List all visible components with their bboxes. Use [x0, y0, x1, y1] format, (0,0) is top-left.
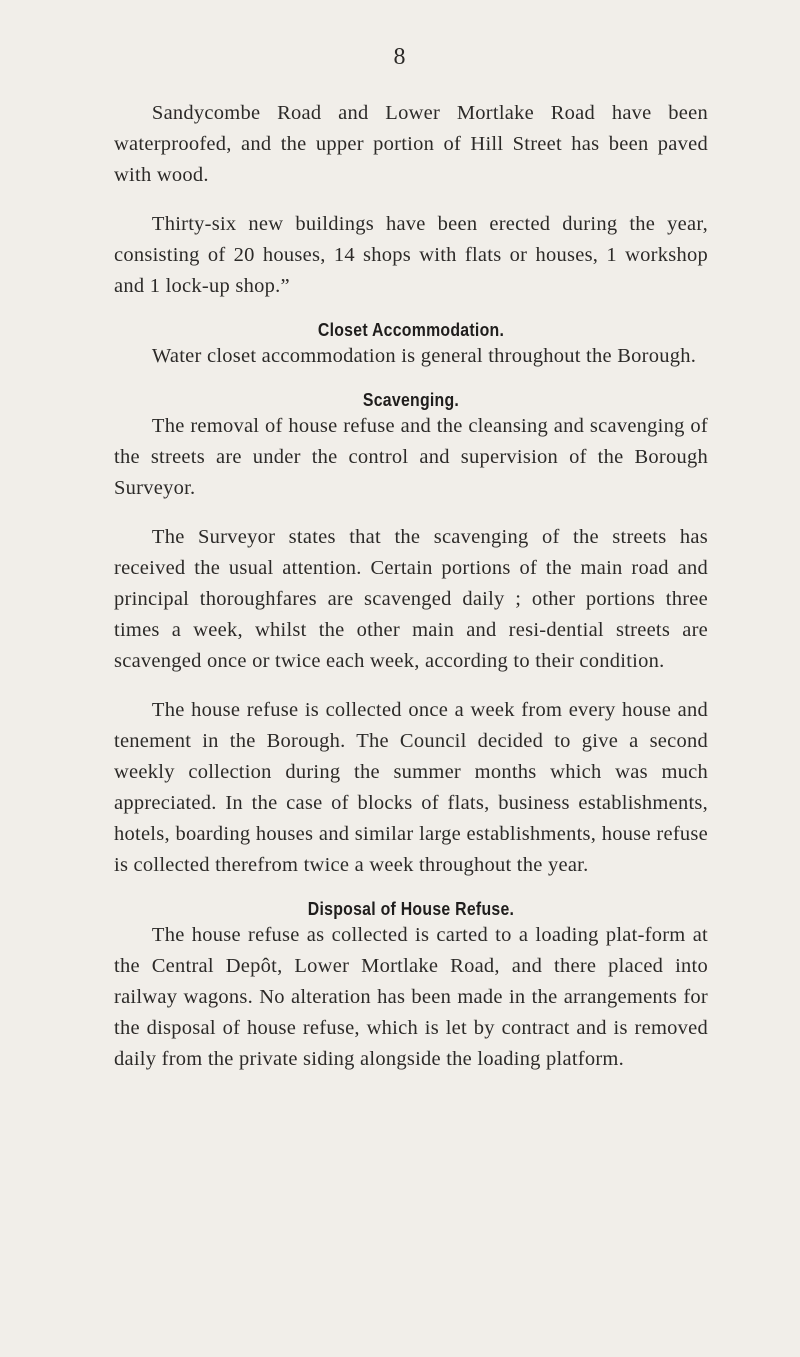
paragraph-road-works: Sandycombe Road and Lower Mortlake Road have been waterproofed, and the upper portion of Hill Street has been paved with wood.: [114, 102, 708, 186]
paragraph-new-buildings: Thirty-six new buildings have been erected during the year, consisting of 20 houses, 14 shops with flats or houses, 1 workshop and 1 lock-up shop.”: [114, 213, 708, 297]
paragraph-scavenging-frequency: The Surveyor states that the scavenging of the streets has received the usual attention. Certain portions of the main road and principal thoroughfares are scavenged daily ; other portions three times a week, whilst the other main and resi-dential streets are scavenged once or twice each week, according to their condition.: [114, 526, 708, 672]
page-body: [114, 98, 708, 1093]
paragraph-closet: Water closet accommodation is general throughout the Borough.: [151, 345, 697, 367]
paragraph-refuse-collection: The house refuse is collected once a week from every house and tenement in the Borough. The Council decided to give a second weekly collection during the summer months which was much appreciated. In the case of blocks of flats, business establishments, hotels, boarding houses and similar large establishments, house refuse is collected therefrom twice a week throughout the year.: [114, 699, 708, 876]
page-number: 8: [393, 44, 407, 70]
heading-disposal-of-refuse: Disposal of House Refuse.: [307, 899, 515, 919]
paragraph-disposal: The house refuse as collected is carted to a loading plat-form at the Central Depôt, Lower Mortlake Road, and there placed into railway wagons. No alteration has been made in the arrangements for the disposal of house refuse, which is let by contract and is removed daily from the private siding alongside the loading platform.: [114, 924, 708, 1070]
heading-scavenging: Scavenging.: [362, 390, 460, 410]
paragraph-scavenging-control: The removal of house refuse and the cleansing and scavenging of the streets are under the control and supervision of the Borough Surveyor.: [114, 415, 708, 499]
heading-closet-accommodation: Closet Accommodation.: [317, 320, 505, 340]
